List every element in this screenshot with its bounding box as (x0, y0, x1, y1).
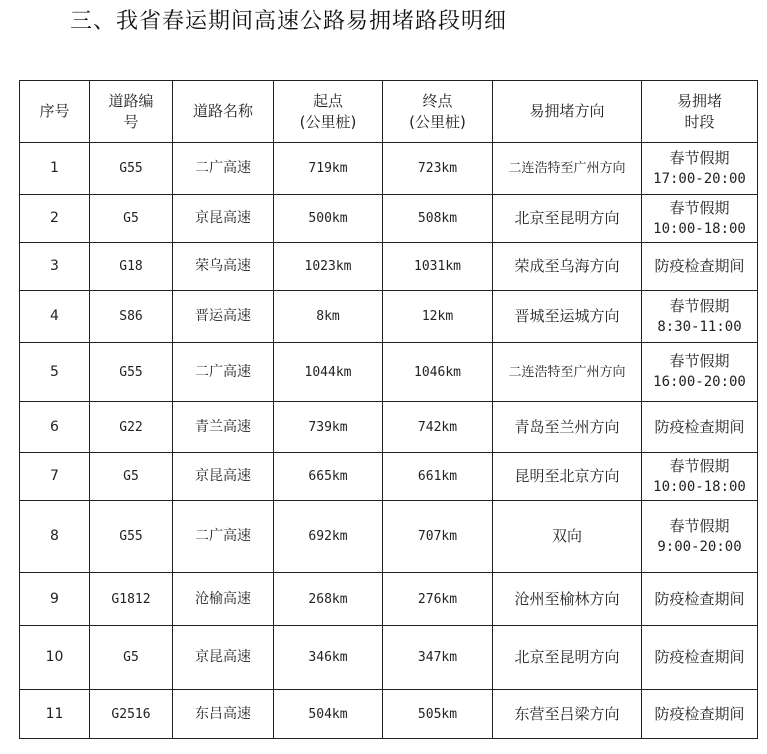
table-row (20, 690, 758, 739)
cell-road-name: 东吕高速 (173, 690, 274, 739)
table-row (20, 453, 758, 501)
cell-period (642, 690, 758, 739)
cell-start: 500km (274, 195, 383, 243)
cell-end: 707km (383, 501, 493, 573)
cell-period-time: 9:00-20:00 (657, 538, 742, 555)
cell-road-code: G55 (90, 343, 173, 402)
cell-road-name: 二广高速 (173, 143, 274, 195)
table-row (20, 291, 758, 343)
cell-index: 5 (20, 343, 90, 402)
congestion-table (19, 80, 758, 739)
header-period-line1: 易拥堵 (676, 91, 722, 110)
cell-road-name: 二广高速 (173, 343, 274, 402)
header-start-line2: (公里桩) (299, 112, 357, 131)
header-period-line2: 时段 (684, 112, 715, 131)
cell-end: 723km (383, 143, 493, 195)
cell-period-label: 春节假期 (669, 148, 730, 167)
cell-direction: 青岛至兰州方向 (493, 402, 642, 453)
cell-direction: 沧州至榆林方向 (493, 573, 642, 626)
header-start-line1: 起点 (312, 91, 343, 110)
cell-period (642, 501, 758, 573)
header-road-name: 道路名称 (173, 81, 274, 143)
cell-index: 7 (20, 453, 90, 501)
cell-road-name: 沧榆高速 (173, 573, 274, 626)
header-index: 序号 (20, 81, 90, 143)
header-start (274, 81, 383, 143)
cell-end: 276km (383, 573, 493, 626)
cell-road-code: G5 (90, 626, 173, 690)
cell-period (642, 573, 758, 626)
cell-index: 9 (20, 573, 90, 626)
cell-start: 346km (274, 626, 383, 690)
cell-road-name: 青兰高速 (173, 402, 274, 453)
cell-road-name: 荣乌高速 (173, 243, 274, 291)
cell-period-label: 春节假期 (669, 456, 730, 475)
table-row (20, 573, 758, 626)
cell-start: 1044km (274, 343, 383, 402)
header-end (383, 81, 493, 143)
cell-road-name: 京昆高速 (173, 453, 274, 501)
cell-period-label: 春节假期 (669, 516, 730, 535)
cell-start: 268km (274, 573, 383, 626)
cell-end: 1046km (383, 343, 493, 402)
cell-road-code: G55 (90, 143, 173, 195)
cell-period-time: 16:00-20:00 (653, 374, 746, 390)
cell-period (642, 626, 758, 690)
cell-period-label: 防疫检查期间 (654, 417, 745, 436)
header-road-code (90, 81, 173, 143)
cell-end: 347km (383, 626, 493, 690)
cell-road-code: G2516 (90, 690, 173, 739)
cell-period-label: 春节假期 (669, 296, 730, 315)
table-row (20, 243, 758, 291)
header-road-code-line2: 号 (123, 112, 139, 131)
cell-period (642, 291, 758, 343)
cell-road-code: S86 (90, 291, 173, 343)
cell-period-time: 8:30-11:00 (657, 318, 742, 335)
header-end-line1: 终点 (422, 91, 453, 110)
cell-start: 692km (274, 501, 383, 573)
cell-start: 719km (274, 143, 383, 195)
cell-index: 11 (20, 690, 90, 739)
cell-road-name: 京昆高速 (173, 195, 274, 243)
cell-direction: 北京至昆明方向 (493, 626, 642, 690)
cell-road-name: 京昆高速 (173, 626, 274, 690)
cell-end: 508km (383, 195, 493, 243)
cell-period-label: 春节假期 (669, 198, 730, 217)
cell-period (642, 453, 758, 501)
cell-index: 4 (20, 291, 90, 343)
cell-index: 10 (20, 626, 90, 690)
cell-road-code: G22 (90, 402, 173, 453)
cell-direction: 昆明至北京方向 (493, 453, 642, 501)
cell-period (642, 143, 758, 195)
cell-start: 665km (274, 453, 383, 501)
table-body (20, 143, 758, 739)
cell-end: 742km (383, 402, 493, 453)
table-row (20, 402, 758, 453)
cell-start: 1023km (274, 243, 383, 291)
cell-end: 661km (383, 453, 493, 501)
header-direction: 易拥堵方向 (493, 81, 642, 143)
page-title: 三、我省春运期间高速公路易拥堵路段明细 (70, 9, 508, 34)
cell-direction: 二连浩特至广州方向 (493, 143, 642, 195)
cell-period-label: 防疫检查期间 (654, 257, 745, 275)
cell-period-time: 10:00-18:00 (653, 220, 746, 237)
cell-period-label: 防疫检查期间 (654, 589, 745, 608)
cell-index: 3 (20, 243, 90, 291)
header-row (20, 81, 758, 143)
table-row (20, 501, 758, 573)
cell-period (642, 195, 758, 243)
cell-period-time: 10:00-18:00 (653, 478, 746, 495)
cell-road-code: G55 (90, 501, 173, 573)
cell-period (642, 402, 758, 453)
cell-index: 2 (20, 195, 90, 243)
table-row (20, 195, 758, 243)
header-end-line2: (公里桩) (409, 112, 466, 131)
cell-period-label: 春节假期 (669, 352, 730, 370)
cell-road-code: G1812 (90, 573, 173, 626)
cell-index: 8 (20, 501, 90, 573)
table-row (20, 343, 758, 402)
cell-index: 1 (20, 143, 90, 195)
cell-end: 1031km (383, 243, 493, 291)
cell-direction: 晋城至运城方向 (493, 291, 642, 343)
table-row (20, 626, 758, 690)
cell-end: 12km (383, 291, 493, 343)
header-period (642, 81, 758, 143)
cell-period (642, 243, 758, 291)
cell-direction: 荣成至乌海方向 (493, 243, 642, 291)
cell-direction: 东营至吕梁方向 (493, 690, 642, 739)
cell-road-name: 二广高速 (173, 501, 274, 573)
table-row (20, 143, 758, 195)
cell-index: 6 (20, 402, 90, 453)
header-road-code-line1: 道路编 (108, 91, 154, 110)
cell-start: 504km (274, 690, 383, 739)
cell-direction: 双向 (493, 501, 642, 573)
cell-start: 8km (274, 291, 383, 343)
cell-period-label: 防疫检查期间 (654, 648, 745, 666)
cell-end: 505km (383, 690, 493, 739)
cell-road-code: G18 (90, 243, 173, 291)
cell-period-time: 17:00-20:00 (653, 170, 746, 187)
cell-period (642, 343, 758, 402)
cell-road-name: 晋运高速 (173, 291, 274, 343)
cell-road-code: G5 (90, 453, 173, 501)
cell-road-code: G5 (90, 195, 173, 243)
cell-direction: 二连浩特至广州方向 (493, 343, 642, 402)
cell-start: 739km (274, 402, 383, 453)
cell-period-label: 防疫检查期间 (654, 704, 745, 723)
cell-direction: 北京至昆明方向 (493, 195, 642, 243)
